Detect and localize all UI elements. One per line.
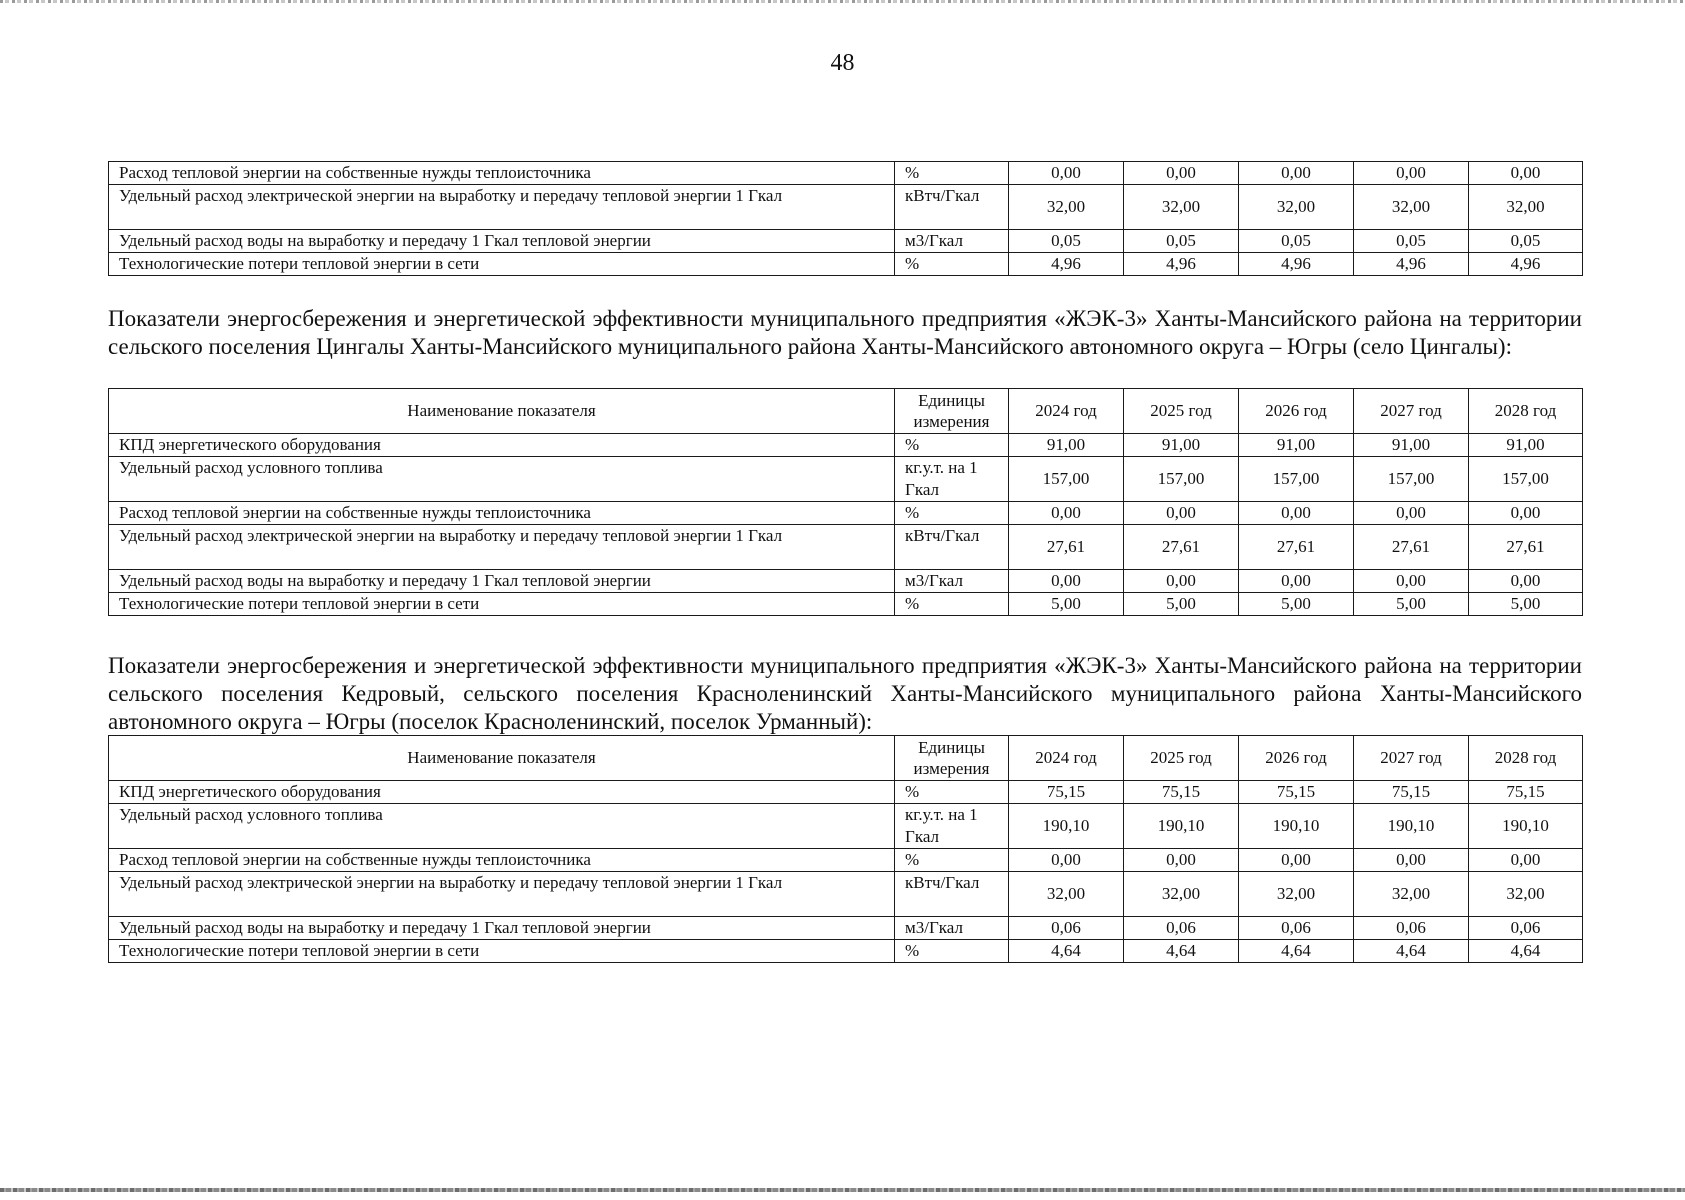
scan-edge-bottom [0,1188,1685,1192]
value-2028: 0,00 [1469,570,1583,593]
table-row [109,457,1583,502]
table-row [109,434,1583,457]
value-2027: 75,15 [1354,781,1469,804]
value-2027: 0,00 [1354,849,1469,872]
value-2028: 190,10 [1469,804,1583,849]
value-2024: 91,00 [1009,434,1124,457]
table-header-row [109,389,1583,434]
table-row [109,940,1583,963]
value-2024: 32,00 [1009,185,1124,230]
column-header-2028: 2028 год [1469,389,1583,434]
value-2024: 0,06 [1009,917,1124,940]
table-krasnoleninsky-indicators [108,735,1583,963]
table-row [109,593,1583,616]
value-2024: 27,61 [1009,525,1124,570]
indicator-unit: м3/Гкал [895,917,1009,940]
indicator-unit: % [895,781,1009,804]
value-2024: 0,00 [1009,162,1124,185]
column-header-2025: 2025 год [1124,736,1239,781]
table-row [109,253,1583,276]
value-2028: 32,00 [1469,185,1583,230]
table-row [109,230,1583,253]
value-2025: 0,06 [1124,917,1239,940]
indicator-name: Удельный расход воды на выработку и передачу 1 Гкал тепловой энергии [109,230,895,253]
value-2025: 0,00 [1124,502,1239,525]
value-2027: 157,00 [1354,457,1469,502]
indicator-name: Удельный расход воды на выработку и передачу 1 Гкал тепловой энергии [109,917,895,940]
value-2026: 32,00 [1239,185,1354,230]
value-2024: 0,00 [1009,502,1124,525]
indicator-unit: кВтч/Гкал [895,872,1009,917]
indicator-name: Технологические потери тепловой энергии в сети [109,253,895,276]
value-2027: 190,10 [1354,804,1469,849]
value-2026: 91,00 [1239,434,1354,457]
table-row [109,570,1583,593]
value-2025: 190,10 [1124,804,1239,849]
indicator-name: Технологические потери тепловой энергии в сети [109,940,895,963]
table-tsingaly-indicators [108,388,1583,616]
value-2026: 0,00 [1239,849,1354,872]
column-header-2027: 2027 год [1354,736,1469,781]
indicator-name: Расход тепловой энергии на собственные нужды теплоисточника [109,502,895,525]
value-2025: 157,00 [1124,457,1239,502]
indicator-name: Удельный расход электрической энергии на выработку и передачу тепловой энергии 1 Гкал [109,525,895,570]
value-2025: 32,00 [1124,872,1239,917]
column-header-2026: 2026 год [1239,736,1354,781]
table-row [109,525,1583,570]
value-2025: 27,61 [1124,525,1239,570]
value-2027: 32,00 [1354,872,1469,917]
indicator-name: КПД энергетического оборудования [109,434,895,457]
value-2028: 32,00 [1469,872,1583,917]
value-2026: 4,64 [1239,940,1354,963]
value-2028: 0,00 [1469,502,1583,525]
indicator-unit: кг.у.т. на 1 Гкал [895,457,1009,502]
value-2024: 32,00 [1009,872,1124,917]
table-continued-indicators [108,161,1583,276]
value-2025: 4,96 [1124,253,1239,276]
value-2026: 27,61 [1239,525,1354,570]
table-row [109,502,1583,525]
value-2025: 91,00 [1124,434,1239,457]
value-2027: 4,96 [1354,253,1469,276]
value-2027: 0,05 [1354,230,1469,253]
column-header-2028: 2028 год [1469,736,1583,781]
indicator-unit: кг.у.т. на 1 Гкал [895,804,1009,849]
value-2026: 0,06 [1239,917,1354,940]
scan-edge-top [0,0,1685,3]
column-header-indicator: Наименование показателя [109,736,895,781]
value-2026: 0,05 [1239,230,1354,253]
value-2027: 5,00 [1354,593,1469,616]
table-header-row [109,736,1583,781]
indicator-name: Расход тепловой энергии на собственные нужды теплоисточника [109,162,895,185]
section-heading-tsingaly: Показатели энергосбережения и энергетической эффективности муниципального предприятия «ЖЭК-3» Ханты-Мансийского района на территории сельского поселения Цингалы Ханты-Мансийского муниципального района Ханты-Мансийского автономного округа – Югры (село Цингалы): [108,306,1582,359]
indicator-name: Расход тепловой энергии на собственные нужды теплоисточника [109,849,895,872]
value-2024: 190,10 [1009,804,1124,849]
value-2026: 190,10 [1239,804,1354,849]
value-2024: 5,00 [1009,593,1124,616]
value-2028: 0,00 [1469,162,1583,185]
value-2024: 0,00 [1009,570,1124,593]
column-header-2027: 2027 год [1354,389,1469,434]
value-2024: 0,05 [1009,230,1124,253]
column-header-unit: Единицы измерения [895,736,1009,781]
value-2027: 91,00 [1354,434,1469,457]
value-2027: 0,06 [1354,917,1469,940]
value-2028: 27,61 [1469,525,1583,570]
indicator-unit: м3/Гкал [895,570,1009,593]
indicator-name: Удельный расход электрической энергии на выработку и передачу тепловой энергии 1 Гкал [109,872,895,917]
page-number: 48 [830,50,855,76]
value-2027: 32,00 [1354,185,1469,230]
table-row [109,872,1583,917]
value-2028: 4,64 [1469,940,1583,963]
value-2026: 75,15 [1239,781,1354,804]
value-2024: 4,64 [1009,940,1124,963]
indicator-unit: % [895,434,1009,457]
indicator-name: Удельный расход условного топлива [109,804,895,849]
indicator-unit: кВтч/Гкал [895,525,1009,570]
indicator-unit: кВтч/Гкал [895,185,1009,230]
value-2025: 4,64 [1124,940,1239,963]
value-2027: 27,61 [1354,525,1469,570]
indicator-name: Удельный расход воды на выработку и передачу 1 Гкал тепловой энергии [109,570,895,593]
indicator-unit: % [895,253,1009,276]
column-header-2024: 2024 год [1009,389,1124,434]
section-heading-krasnoleninsky: Показатели энергосбережения и энергетической эффективности муниципального предприятия «ЖЭК-3» Ханты-Мансийского района на территории сельского поселения Кедровый, сельского поселения Красноленинский Ханты-Мансийского муниципального района Ханты-Мансийского автономного округа – Югры (поселок Красноленинский, поселок Урманный): [108,653,1582,734]
indicator-unit: м3/Гкал [895,230,1009,253]
indicator-unit: % [895,593,1009,616]
value-2028: 91,00 [1469,434,1583,457]
value-2024: 4,96 [1009,253,1124,276]
value-2028: 4,96 [1469,253,1583,276]
table-row [109,804,1583,849]
value-2025: 0,05 [1124,230,1239,253]
value-2024: 75,15 [1009,781,1124,804]
value-2027: 4,64 [1354,940,1469,963]
table-row [109,781,1583,804]
indicator-unit: % [895,162,1009,185]
value-2025: 0,00 [1124,570,1239,593]
table-row [109,185,1583,230]
value-2026: 4,96 [1239,253,1354,276]
value-2025: 5,00 [1124,593,1239,616]
column-header-2026: 2026 год [1239,389,1354,434]
value-2028: 75,15 [1469,781,1583,804]
value-2028: 5,00 [1469,593,1583,616]
indicator-name: Удельный расход электрической энергии на выработку и передачу тепловой энергии 1 Гкал [109,185,895,230]
value-2028: 0,05 [1469,230,1583,253]
value-2024: 157,00 [1009,457,1124,502]
value-2026: 157,00 [1239,457,1354,502]
value-2026: 0,00 [1239,502,1354,525]
value-2027: 0,00 [1354,502,1469,525]
column-header-2024: 2024 год [1009,736,1124,781]
column-header-2025: 2025 год [1124,389,1239,434]
column-header-indicator: Наименование показателя [109,389,895,434]
indicator-name: КПД энергетического оборудования [109,781,895,804]
table-row [109,162,1583,185]
column-header-unit: Единицы измерения [895,389,1009,434]
value-2026: 0,00 [1239,570,1354,593]
value-2026: 5,00 [1239,593,1354,616]
value-2024: 0,00 [1009,849,1124,872]
indicator-unit: % [895,849,1009,872]
indicator-name: Удельный расход условного топлива [109,457,895,502]
value-2025: 75,15 [1124,781,1239,804]
value-2026: 32,00 [1239,872,1354,917]
value-2027: 0,00 [1354,570,1469,593]
table-row [109,917,1583,940]
value-2028: 0,06 [1469,917,1583,940]
value-2025: 32,00 [1124,185,1239,230]
indicator-unit: % [895,940,1009,963]
value-2025: 0,00 [1124,849,1239,872]
value-2028: 0,00 [1469,849,1583,872]
indicator-unit: % [895,502,1009,525]
value-2026: 0,00 [1239,162,1354,185]
value-2028: 157,00 [1469,457,1583,502]
table-row [109,849,1583,872]
value-2027: 0,00 [1354,162,1469,185]
indicator-name: Технологические потери тепловой энергии в сети [109,593,895,616]
value-2025: 0,00 [1124,162,1239,185]
